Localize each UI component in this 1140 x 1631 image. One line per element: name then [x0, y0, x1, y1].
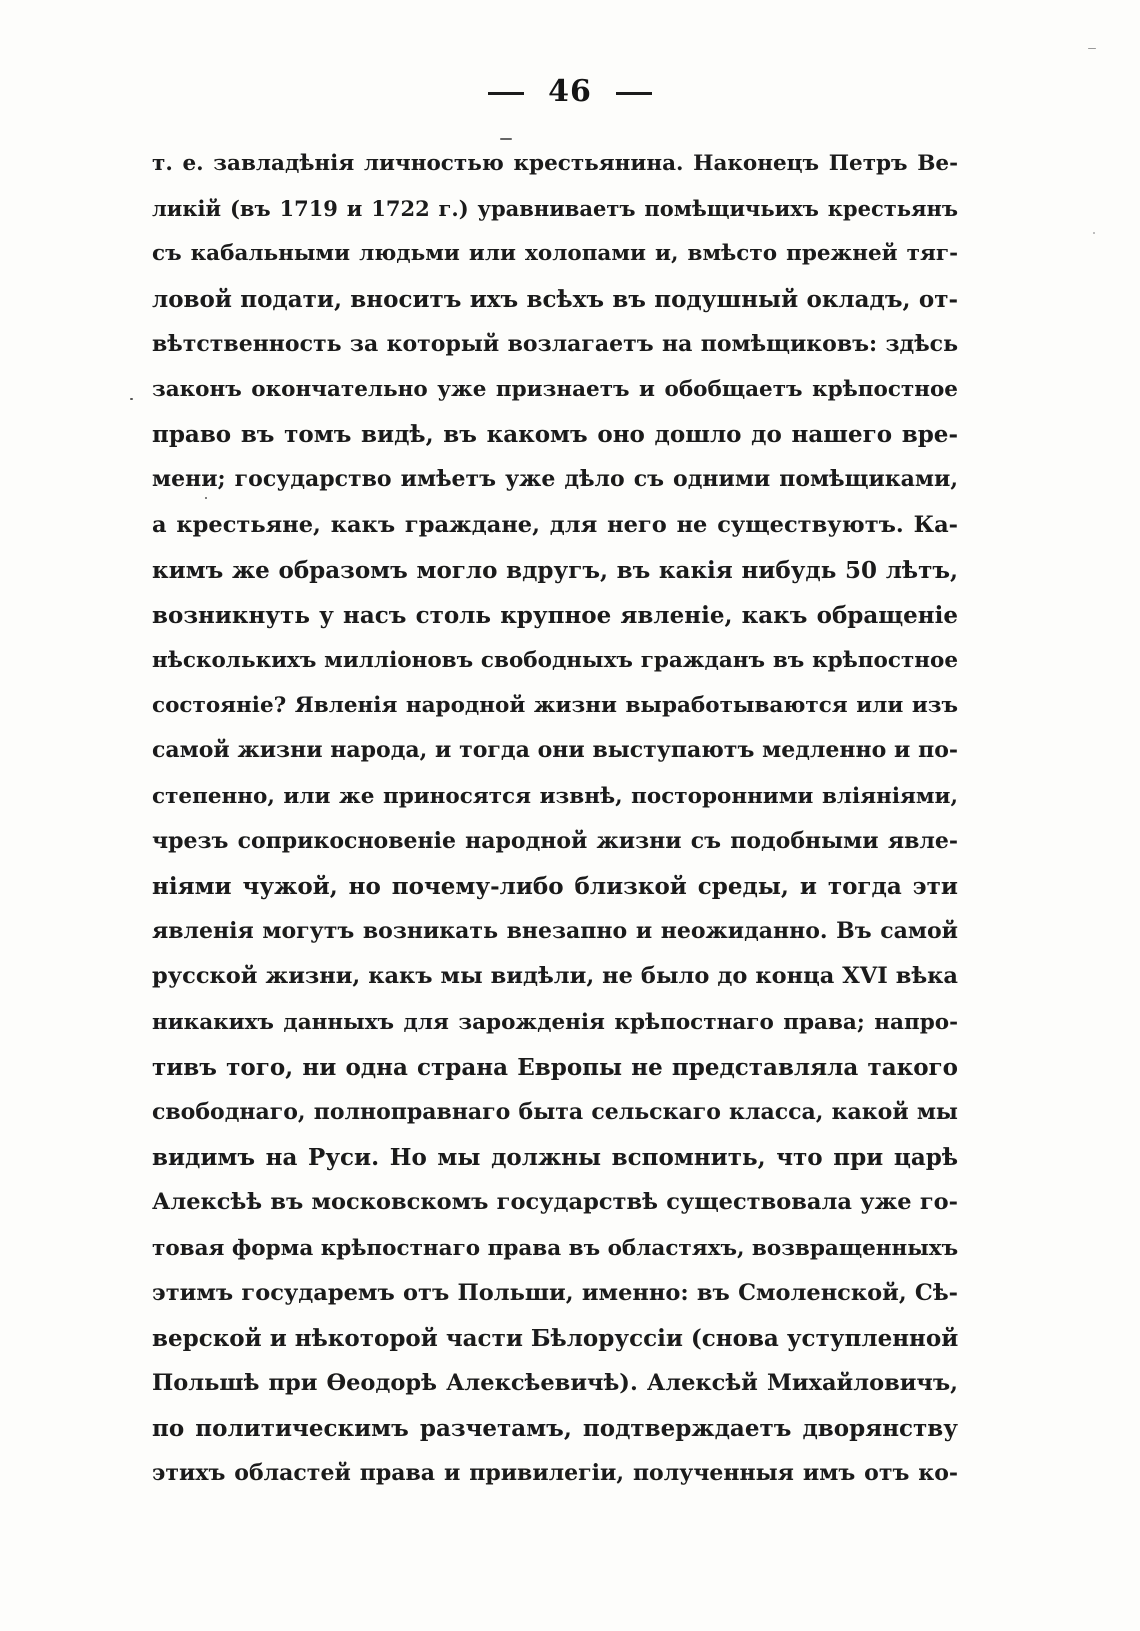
page-number: 46 — [548, 74, 592, 109]
text-line: съ кабальными людьми или холопами и, вмѣсто прежней тяг- — [152, 241, 958, 267]
text-line: русской жизни, какъ мы видѣли, не было до конца XVI вѣка — [152, 963, 958, 990]
text-line: законъ окончательно уже признаетъ и обобщаетъ крѣпостное — [152, 376, 958, 402]
text-line: свободнаго, полноправнаго быта сельскаго класса, какой мы — [152, 1098, 958, 1125]
text-line: товая форма крѣпостнаго права въ областяхъ, возвращенныхъ — [152, 1235, 959, 1261]
text-line: кимъ же образомъ могло вдругъ, въ какія нибудь 50 лѣтъ, — [152, 556, 958, 584]
text-line: видимъ на Руси. Но мы должны вспомнить, что при царѣ — [152, 1144, 958, 1172]
left-dash — [488, 92, 524, 95]
text-line: никакихъ данныхъ для зарожденія крѣпостнаго права; напро- — [152, 1009, 958, 1035]
scan-speck — [1093, 232, 1095, 234]
text-line: нѣсколькихъ милліоновъ свободныхъ гражданъ въ крѣпостное — [152, 648, 958, 674]
page-number-header — [0, 74, 1140, 109]
scan-speck — [500, 138, 512, 140]
text-line: самой жизни народа, и тогда они выступаютъ медленно и по- — [152, 737, 958, 764]
text-line: чрезъ соприкосновеніе народной жизни съ подобными явле- — [152, 827, 958, 854]
text-line: возникнуть у насъ столь крупное явленіе, какъ обращеніе — [152, 601, 958, 629]
text-line: степенно, или же приносятся извнѣ, посторонними вліяніями, — [152, 783, 958, 809]
scan-speck — [1088, 48, 1096, 49]
text-line: право въ томъ видѣ, въ какомъ оно дошло до нашего вре- — [152, 421, 958, 449]
text-line: а крестьяне, какъ граждане, для него не существуютъ. Ка- — [152, 511, 958, 538]
text-line: Польшѣ при Ѳеодорѣ Алексѣевичѣ). Алексѣй Михайловичъ, — [152, 1370, 958, 1397]
text-line: т. е. завладѣнія личностью крестьянина. Наконецъ Петръ Ве- — [152, 151, 958, 176]
text-line: ловой подати, вноситъ ихъ всѣхъ въ подушный окладъ, от- — [152, 285, 958, 313]
text-line: этимъ государемъ отъ Польши, именно: въ Смоленской, Сѣ- — [152, 1279, 958, 1306]
scan-speck — [205, 497, 207, 499]
text-line: верской и нѣкоторой части Бѣлоруссіи (снова уступленной — [152, 1324, 959, 1352]
scan-speck — [130, 398, 133, 400]
text-line: тивъ того, ни одна страна Европы не представляла такого — [152, 1053, 958, 1081]
text-line: этихъ областей права и привилегіи, полученныя имъ отъ ко- — [152, 1460, 958, 1487]
body-text — [152, 141, 958, 1497]
text-line: вѣтственность за который возлагаетъ на помѣщиковъ: здѣсь — [152, 330, 958, 357]
right-dash — [616, 92, 652, 95]
text-line: состояніе? Явленія народной жизни выработываются или изъ — [152, 693, 958, 719]
text-line: мени; государство имѣетъ уже дѣло съ одними помѣщиками, — [152, 466, 958, 493]
text-line: по политическимъ разчетамъ, подтверждаетъ дворянству — [152, 1415, 958, 1443]
text-line: ніями чужой, но почему-либо близкой среды, и тогда эти — [152, 873, 958, 900]
text-line: Алексѣѣ въ московскомъ государствѣ существовала уже го- — [152, 1189, 958, 1216]
text-line: явленія могутъ возникать внезапно и неожиданно. Въ самой — [152, 918, 958, 945]
text-line: ликій (въ 1719 и 1722 г.) уравниваетъ помѣщичьихъ крестьянъ — [152, 196, 958, 222]
